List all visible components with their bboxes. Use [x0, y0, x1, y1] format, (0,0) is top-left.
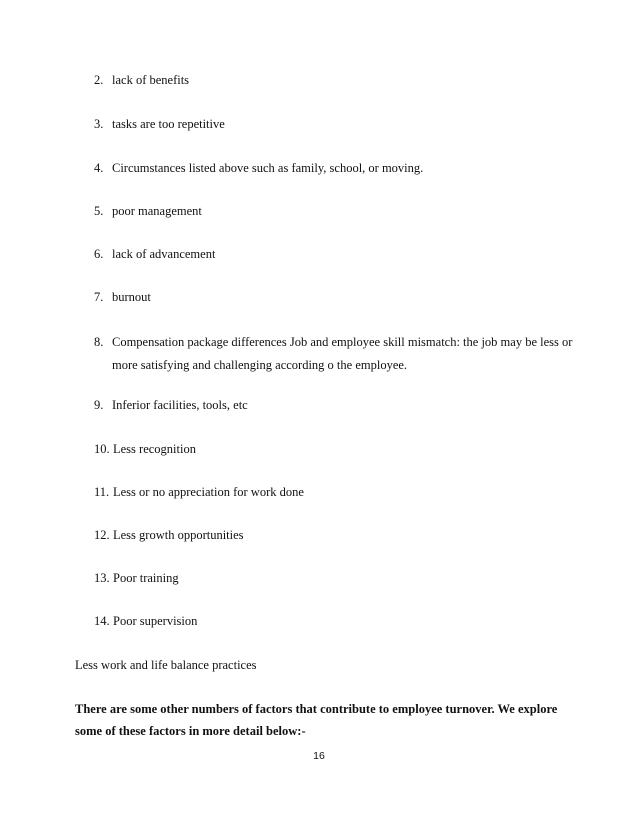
- list-item: [94, 287, 574, 308]
- list-item-text: Poor training: [113, 571, 179, 585]
- list-item-number: 5.: [94, 204, 104, 218]
- list-item-number: 2.: [94, 73, 104, 87]
- list-item: [94, 331, 574, 377]
- list-item-text: Less recognition: [113, 442, 196, 456]
- list-item-number: 9.: [94, 398, 104, 412]
- list-item: [94, 201, 574, 222]
- list-item-text: Circumstances listed above such as family, school, or moving.: [112, 161, 424, 175]
- list-item-text: Poor supervision: [113, 614, 198, 628]
- list-item-text: poor management: [112, 204, 202, 218]
- list-item: [94, 70, 574, 91]
- list-item: [94, 114, 574, 135]
- list-item: [94, 611, 574, 632]
- list-item: [94, 244, 574, 265]
- list-item: [94, 395, 574, 416]
- list-item: [94, 568, 574, 589]
- list-item-text: Inferior facilities, tools, etc: [112, 398, 248, 412]
- list-item-number: 7.: [94, 290, 104, 304]
- list-item: [94, 158, 574, 179]
- list-item-text: Less growth opportunities: [113, 528, 244, 542]
- list-item-number: 6.: [94, 247, 104, 261]
- list-item-number: 13.: [94, 571, 110, 585]
- list-item-text: Less or no appreciation for work done: [113, 485, 304, 499]
- list-item: [94, 525, 574, 546]
- list-item-number: 8.: [94, 335, 104, 349]
- page-number: 16: [313, 750, 325, 762]
- list-item-number: 12.: [94, 528, 110, 542]
- list-item-number: 14.: [94, 614, 110, 628]
- list-item-text: lack of advancement: [112, 247, 216, 261]
- list-item-text: lack of benefits: [112, 73, 190, 87]
- list-item-number: 11.: [94, 485, 110, 499]
- list-item: [94, 482, 574, 503]
- list-item-text: burnout: [112, 290, 151, 304]
- list-item: [94, 439, 574, 460]
- list-item-number: 3.: [94, 117, 104, 131]
- list-item-number: 4.: [94, 161, 104, 175]
- list-item-number: 10.: [94, 442, 110, 456]
- list-item-text: Compensation package differences Job and employee skill mismatch: the job may be less or more satisfying and challenging according o the employee.: [112, 335, 573, 372]
- body-text-line: Less work and life balance practices: [75, 658, 257, 672]
- bold-paragraph: There are some other numbers of factors that contribute to employee turnover. We explore some of these factors in more detail below:-: [75, 702, 558, 738]
- list-item-text: tasks are too repetitive: [112, 117, 225, 131]
